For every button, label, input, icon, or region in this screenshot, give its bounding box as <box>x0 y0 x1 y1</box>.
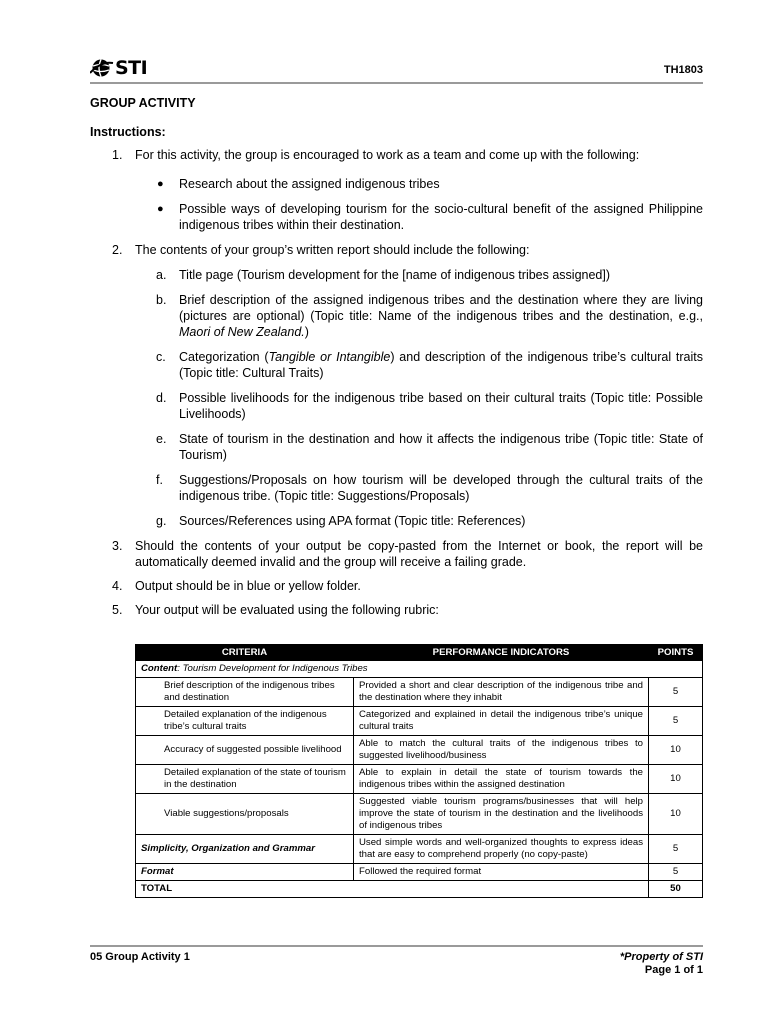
table-row: Format Followed the required format 5 <box>136 864 703 881</box>
table-row: Simplicity, Organization and Grammar Used simple words and well-organized thoughts to express ideas that are easy to comprehend properly (no copy-paste) 5 <box>136 835 703 864</box>
total-label: TOTAL <box>136 881 649 898</box>
globe-icon <box>90 58 114 78</box>
list-item: 3. Should the contents of your output be copy-pasted from the Internet or book, the report will be automatically deemed invalid and the group will receive a failing grade. <box>112 539 703 569</box>
table-row: Detailed explanation of the indigenous tribe’s cultural traits Categorized and explained in detail the indigenous tribe’s unique cultural traits 5 <box>136 707 703 736</box>
sub-item: d. Possible livelihoods for the indigenous tribe based on their cultural traits (Topic title: Possible Livelihoods) <box>156 391 703 421</box>
bullet-item: ● Possible ways of developing tourism for the socio-cultural benefit of the assigned Philippine indigenous tribes within their destination. <box>157 202 703 232</box>
header-rule <box>90 82 703 84</box>
sub-item: g. Sources/References using APA format (Topic title: References) <box>156 514 526 528</box>
property-note: *Property of STI <box>619 951 703 963</box>
header-points: POINTS <box>649 645 703 661</box>
list-item: 2. The contents of your group’s written report should include the following: <box>112 243 530 257</box>
sub-item: a. Title page (Tourism development for the [name of indigenous tribes assigned]) <box>156 268 611 282</box>
logo-text: STI <box>115 57 148 79</box>
page-title: GROUP ACTIVITY <box>90 96 196 110</box>
bullet-item: ● Research about the assigned indigenous tribes <box>157 177 440 191</box>
sti-logo <box>90 57 147 79</box>
sub-item: b. Brief description of the assigned indigenous tribes and the destination where they are living (pictures are optional) (Topic title: Name of the indigenous tribes and the destination, e.g., Maori of New Zealand.) <box>156 293 703 339</box>
document-body <box>90 95 703 618</box>
total-points: 50 <box>649 881 703 898</box>
header-criteria: CRITERIA <box>136 645 354 661</box>
sub-item: f. Suggestions/Proposals on how tourism will be developed through the cultural traits of the indigenous tribe. (Topic title: Suggestions/Proposals) <box>156 473 703 503</box>
bullet-icon: ● <box>157 203 164 215</box>
table-row: Viable suggestions/proposals Suggested viable tourism programs/businesses that will help improve the state of tourism in the destination and the livelihoods of indigenous tribes 10 <box>136 794 703 835</box>
sub-item: c. Categorization (Tangible or Intangible) and description of the indigenous tribe’s cultural traits (Topic title: Cultural Traits) <box>156 350 703 380</box>
list-item: 1. For this activity, the group is encouraged to work as a team and come up with the following: <box>112 148 640 162</box>
section-label: Content <box>141 663 178 674</box>
footer-right <box>620 951 703 977</box>
rubric-table <box>135 644 703 898</box>
total-row <box>136 881 703 898</box>
document-code: TH1803 <box>663 64 703 76</box>
page-number: Page 1 of 1 <box>644 964 703 976</box>
table-header-row <box>136 645 703 661</box>
sub-item: e. State of tourism in the destination and how it affects the indigenous tribe (Topic title: State of Tourism) <box>156 432 703 462</box>
footer-title: 05 Group Activity 1 <box>90 951 190 963</box>
bullet-icon: ● <box>157 178 164 190</box>
section-text: : Tourism Development for Indigenous Tribes <box>177 663 368 674</box>
header-indicators: PERFORMANCE INDICATORS <box>354 645 649 661</box>
section-row <box>136 661 703 678</box>
instructions-label: Instructions: <box>90 125 166 139</box>
list-item: 4. Output should be in blue or yellow folder. <box>112 579 361 593</box>
table-row: Brief description of the indigenous tribes and destination Provided a short and clear description of the indigenous tribe and the destination where they inhabit 5 <box>136 678 703 707</box>
list-item: 5. Your output will be evaluated using the following rubric: <box>112 603 439 617</box>
table-row: Detailed explanation of the state of tourism in the destination Able to explain in detail the state of tourism towards the indigenous tribes within the assigned destination 10 <box>136 765 703 794</box>
footer-rule <box>90 945 703 947</box>
table-row: Accuracy of suggested possible livelihood Able to match the cultural traits of the indigenous tribes to suggested livelihood/business 10 <box>136 736 703 765</box>
